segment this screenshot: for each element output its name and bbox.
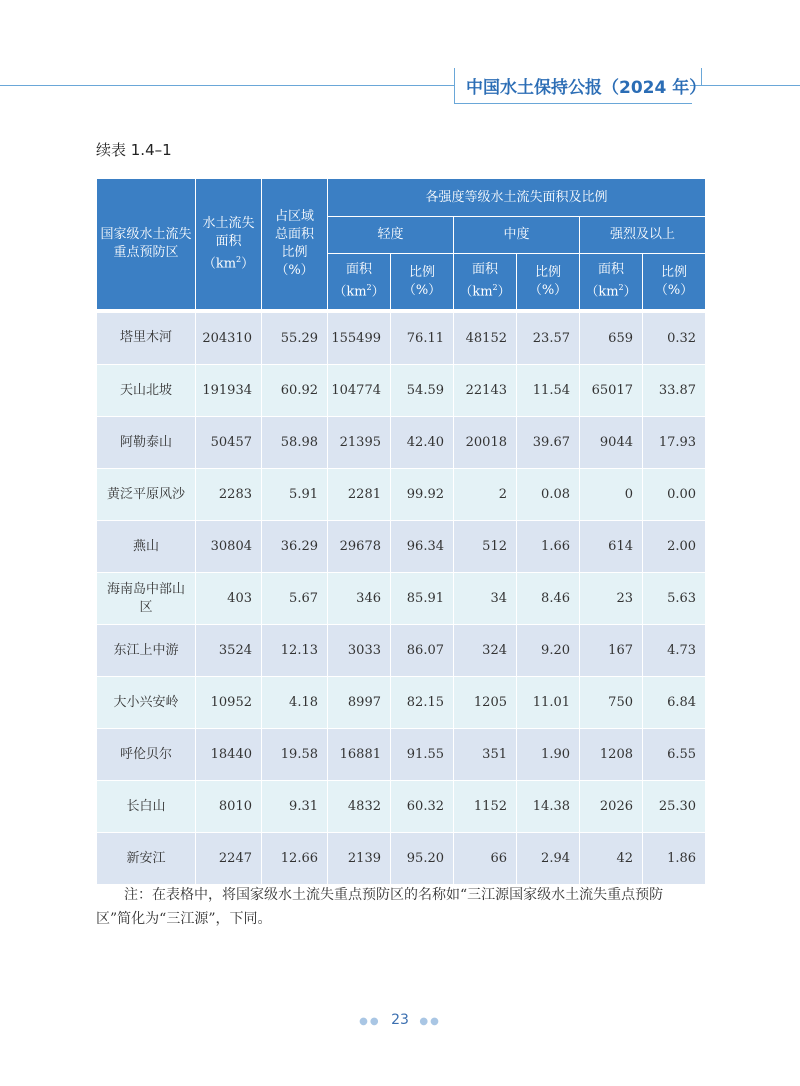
table-row [97,313,706,365]
subheader-severe-ratio: 比例 （%） [643,254,706,310]
region-name: 新安江 [97,833,196,885]
cell-mod-pct: 14.38 [517,781,580,833]
cell-sev-pct: 5.63 [643,573,706,625]
cell-sev-pct: 6.84 [643,677,706,729]
cell-mod-pct: 0.08 [517,469,580,521]
cell-sev-pct: 17.93 [643,417,706,469]
table-row [97,833,706,885]
cell-sev-pct: 0.32 [643,313,706,365]
table-row [97,417,706,469]
col-header-area: 水土流失 面积 $(km^2)$ [196,179,262,310]
table-caption: 续表 1.4–1 [96,141,172,159]
subheader-light-area: 面积 $(km^2)$ [328,254,391,310]
region-name: 塔里木河 [97,313,196,365]
cell-light-area: 346 [328,573,391,625]
cell-area: 10952 [196,677,262,729]
cell-light-area: 21395 [328,417,391,469]
cell-sev-area: 0 [580,469,643,521]
cell-light-area: 2139 [328,833,391,885]
cell-sev-area: 9044 [580,417,643,469]
region-name: 燕山 [97,521,196,573]
cell-sev-pct: 6.55 [643,729,706,781]
cell-area: 30804 [196,521,262,573]
cell-mod-area: 20018 [454,417,517,469]
cell-mod-area: 1152 [454,781,517,833]
table-row [97,677,706,729]
cell-area: 3524 [196,625,262,677]
cell-mod-pct: 9.20 [517,625,580,677]
cell-sev-area: 1208 [580,729,643,781]
header-rule-left [0,85,454,86]
cell-light-area: 29678 [328,521,391,573]
cell-light-area: 2281 [328,469,391,521]
cell-mod-area: 324 [454,625,517,677]
cell-area: 204310 [196,313,262,365]
cell-light-pct: 96.34 [391,521,454,573]
table-row [97,365,706,417]
region-name: 海南岛中部山区 [97,573,196,625]
subheader-moderate-area: 面积 $(km^2)$ [454,254,517,310]
cell-light-pct: 95.20 [391,833,454,885]
page-number: ●● 23 ●● [359,1012,441,1028]
region-name: 东江上中游 [97,625,196,677]
table-row [97,521,706,573]
cell-light-pct: 76.11 [391,313,454,365]
cell-area: 2247 [196,833,262,885]
header-rule-right [692,85,800,86]
cell-sev-area: 23 [580,573,643,625]
cell-area: 403 [196,573,262,625]
cell-mod-area: 66 [454,833,517,885]
col-header-pct: 占区域 总面积 比例 （%） [262,179,328,310]
cell-sev-area: 65017 [580,365,643,417]
cell-area: 8010 [196,781,262,833]
cell-sev-pct: 2.00 [643,521,706,573]
cell-mod-area: 2 [454,469,517,521]
cell-mod-area: 512 [454,521,517,573]
cell-sev-pct: 1.86 [643,833,706,885]
cell-light-pct: 86.07 [391,625,454,677]
cell-pct: 9.31 [262,781,328,833]
table-row [97,781,706,833]
cell-pct: 60.92 [262,365,328,417]
region-name: 呼伦贝尔 [97,729,196,781]
cell-mod-pct: 39.67 [517,417,580,469]
subheader-severe-area: 面积 $(km^2)$ [580,254,643,310]
cell-sev-area: 659 [580,313,643,365]
cell-mod-area: 22143 [454,365,517,417]
cell-light-area: 155499 [328,313,391,365]
cell-light-pct: 82.15 [391,677,454,729]
cell-light-pct: 85.91 [391,573,454,625]
cell-light-pct: 54.59 [391,365,454,417]
cell-sev-pct: 4.73 [643,625,706,677]
table-note: 注：在表格中，将国家级水土流失重点预防区的名称如“三江源国家级水土流失重点预防 [124,887,664,903]
cell-mod-pct: 1.66 [517,521,580,573]
region-name: 大小兴安岭 [97,677,196,729]
table-note-continued: 区”简化为“三江源”，下同。 [96,911,272,927]
cell-light-pct: 91.55 [391,729,454,781]
region-name: 长白山 [97,781,196,833]
cell-mod-area: 34 [454,573,517,625]
table-row [97,573,706,625]
cell-pct: 4.18 [262,677,328,729]
cell-area: 18440 [196,729,262,781]
region-name: 黄泛平原风沙 [97,469,196,521]
cell-sev-area: 167 [580,625,643,677]
table-row [97,469,706,521]
cell-pct: 36.29 [262,521,328,573]
cell-pct: 5.67 [262,573,328,625]
cell-light-area: 16881 [328,729,391,781]
cell-pct: 55.29 [262,313,328,365]
cell-sev-pct: 0.00 [643,469,706,521]
cell-mod-area: 351 [454,729,517,781]
cell-mod-area: 1205 [454,677,517,729]
cell-sev-area: 614 [580,521,643,573]
cell-mod-pct: 23.57 [517,313,580,365]
col-header-light: 轻度 [328,217,454,254]
region-name: 阿勒泰山 [97,417,196,469]
page-dots-right: ●● [419,1016,441,1027]
prevention-area-table [96,178,706,885]
cell-light-area: 8997 [328,677,391,729]
page-dots-left: ●● [359,1016,381,1027]
table-row [97,625,706,677]
col-header-group: 各强度等级水土流失面积及比例 [328,179,706,217]
cell-light-area: 4832 [328,781,391,833]
cell-sev-area: 750 [580,677,643,729]
cell-mod-pct: 1.90 [517,729,580,781]
col-header-region: 国家级水土流失重点预防区 [97,179,196,310]
cell-sev-area: 2026 [580,781,643,833]
subheader-light-ratio: 比例 （%） [391,254,454,310]
cell-sev-pct: 25.30 [643,781,706,833]
col-header-moderate: 中度 [454,217,580,254]
region-name: 天山北坡 [97,365,196,417]
cell-light-pct: 60.32 [391,781,454,833]
cell-sev-pct: 33.87 [643,365,706,417]
cell-mod-pct: 2.94 [517,833,580,885]
cell-light-area: 3033 [328,625,391,677]
cell-pct: 5.91 [262,469,328,521]
cell-pct: 12.66 [262,833,328,885]
cell-pct: 19.58 [262,729,328,781]
cell-mod-area: 48152 [454,313,517,365]
cell-pct: 12.13 [262,625,328,677]
cell-light-pct: 42.40 [391,417,454,469]
cell-area: 191934 [196,365,262,417]
cell-pct: 58.98 [262,417,328,469]
cell-area: 50457 [196,417,262,469]
cell-area: 2283 [196,469,262,521]
cell-light-pct: 99.92 [391,469,454,521]
cell-mod-pct: 11.01 [517,677,580,729]
cell-mod-pct: 8.46 [517,573,580,625]
cell-sev-area: 42 [580,833,643,885]
table-row [97,729,706,781]
running-header-title: 中国水土保持公报（2024 年） [466,78,707,98]
cell-light-area: 104774 [328,365,391,417]
subheader-moderate-ratio: 比例 （%） [517,254,580,310]
cell-mod-pct: 11.54 [517,365,580,417]
col-header-severe: 强烈及以上 [580,217,706,254]
table-body [97,313,706,885]
